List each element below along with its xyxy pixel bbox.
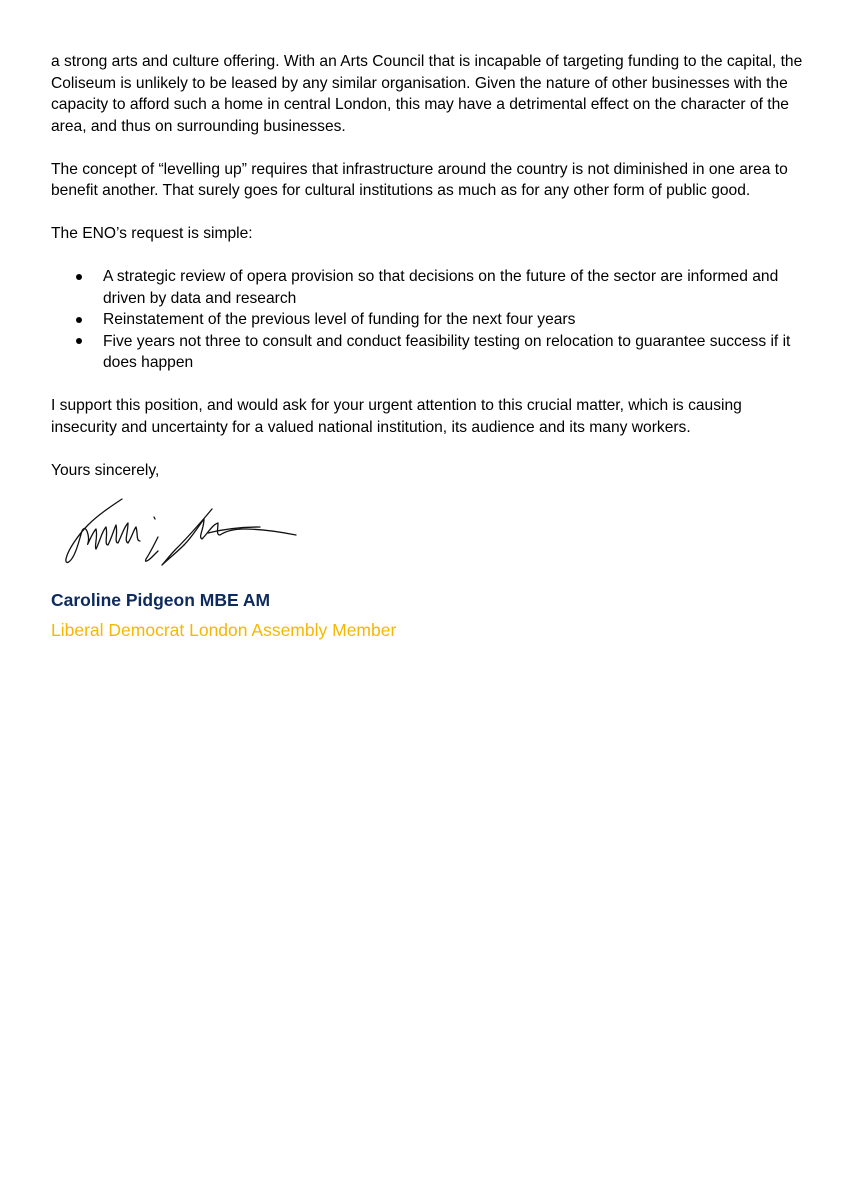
list-item-line: does happen bbox=[103, 354, 194, 371]
paragraph-line: The ENO’s request is simple: bbox=[51, 225, 253, 242]
sign-off: Yours sincerely, bbox=[51, 461, 160, 479]
paragraph-line: The concept of “levelling up” requires that infrastructure around the country is not diminished in one area to bbox=[51, 160, 788, 178]
list-item bbox=[51, 331, 811, 374]
list-item-line: driven by data and research bbox=[103, 289, 297, 307]
paragraph-line: area, and thus on surrounding businesses. bbox=[51, 117, 346, 135]
bullet-icon bbox=[76, 274, 82, 280]
paragraph-eno-request bbox=[51, 223, 811, 245]
request-list bbox=[51, 266, 811, 374]
bullet-icon bbox=[76, 317, 82, 323]
paragraph-line: insecurity and uncertainty for a valued national institution, its audience and its many workers. bbox=[51, 418, 691, 436]
signatory-title: Liberal Democrat London Assembly Member bbox=[51, 620, 397, 640]
handwritten-signature bbox=[58, 493, 308, 573]
signatory-name: Caroline Pidgeon MBE AM bbox=[51, 590, 271, 610]
bullet-icon bbox=[76, 338, 82, 344]
list-item-line: A strategic review of opera provision so that decisions on the future of the sector are informed and bbox=[103, 268, 779, 285]
list-item-line: Five years not three to consult and conduct feasibility testing on relocation to guarantee success if it bbox=[103, 332, 791, 350]
paragraph-support bbox=[51, 395, 811, 438]
list-item bbox=[51, 309, 811, 331]
paragraph-arts-council bbox=[51, 51, 811, 137]
paragraph-line: a strong arts and culture offering. With an Arts Council that is incapable of targeting funding to the capital, the bbox=[51, 53, 803, 70]
paragraph-line: capacity to afford such a home in central London, this may have a detrimental effect on the character of the bbox=[51, 96, 789, 113]
paragraph-levelling-up bbox=[51, 159, 811, 202]
paragraph-line: I support this position, and would ask for your urgent attention to this crucial matter, which is causing bbox=[51, 397, 742, 414]
list-item bbox=[51, 266, 811, 309]
letter-body bbox=[51, 51, 811, 481]
paragraph-line: Coliseum is unlikely to be leased by any similar organisation. Given the nature of other businesses with the bbox=[51, 74, 788, 92]
list-item-line: Reinstatement of the previous level of funding for the next four years bbox=[103, 311, 576, 328]
paragraph-line: benefit another. That surely goes for cultural institutions as much as for any other form of public good. bbox=[51, 182, 751, 199]
